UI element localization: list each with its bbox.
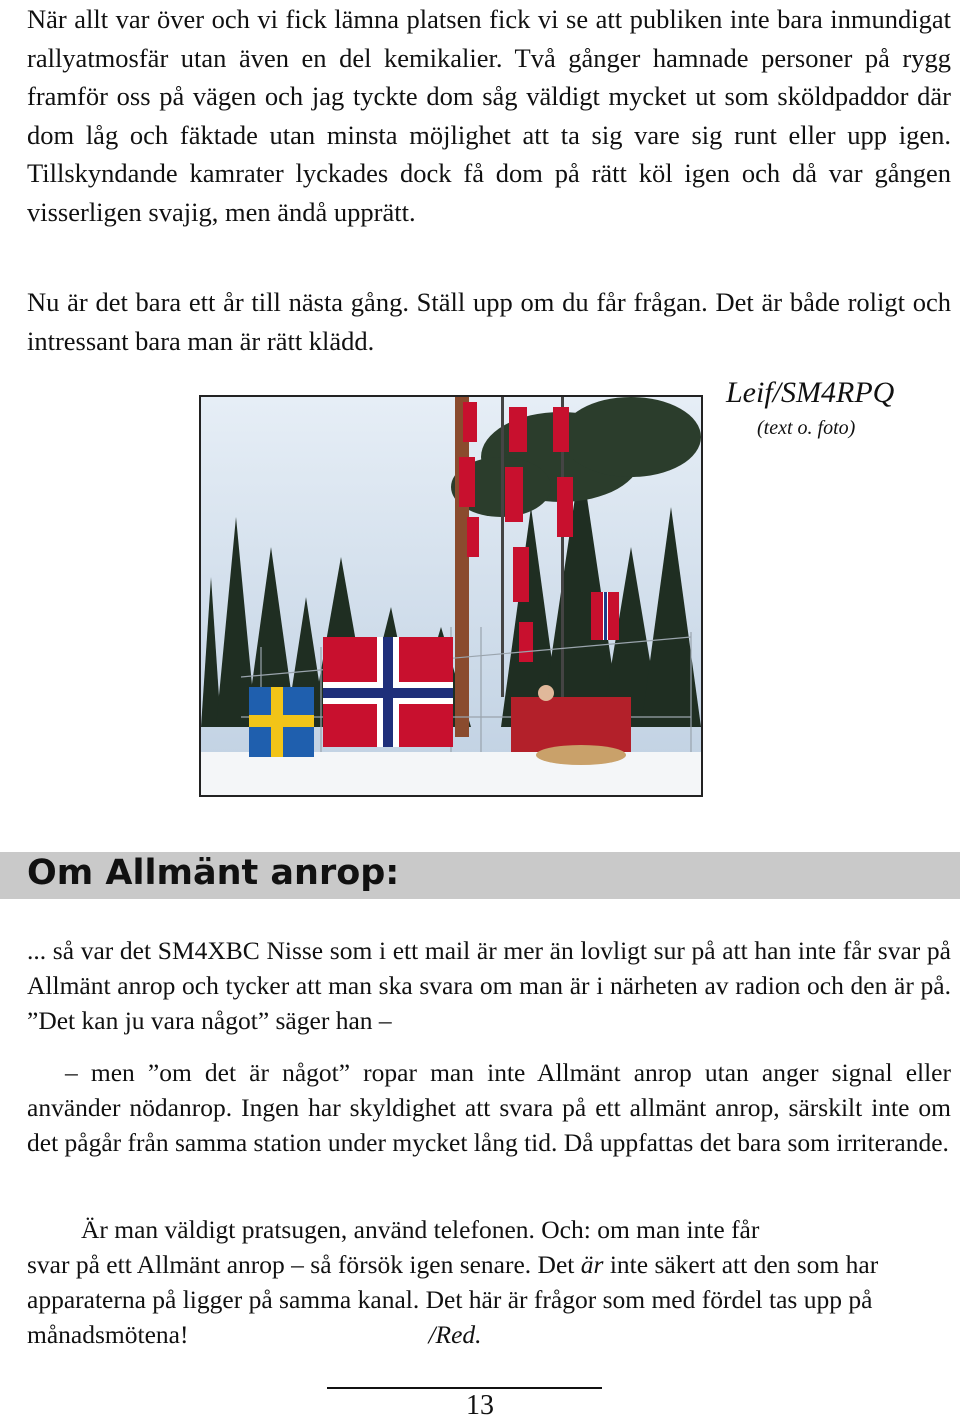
paragraph-pratsugen-part2: inte säkert att den som har apparaterna på ligger på samma kanal. Det här är frågor som med fördel tas upp på månadsmötena!	[27, 1250, 879, 1349]
paragraph-next-year: Nu är det bara ett år till nästa gång. Ställ upp om du får frågan. Det är både roligt och intressant bara man är rätt klädd.	[27, 287, 951, 356]
paragraph-pratsugen-first-line: Är man väldigt pratsugen, använd telefonen. Och: om man inte får	[81, 1215, 760, 1244]
paragraph-men-om-det: – men ”om det är något” ropar man inte Allmänt anrop utan anger signal eller använder nödanrop. Ingen har skyldighet att svara på ett allmänt anrop, särskilt inte om det pågår från samma station under mycket lång tid. Då uppfattas det bara som irriterande.	[27, 1058, 951, 1157]
footer-rule	[327, 1387, 602, 1389]
page-number: 13	[466, 1390, 494, 1421]
section-heading-allmant-anrop: Om Allmänt anrop:	[27, 853, 400, 893]
emphasis-ar: är	[580, 1250, 604, 1279]
editor-signature: /Red.	[428, 1320, 482, 1349]
paragraph-pratsugen	[27, 1212, 951, 1352]
flags-camp-photo-image	[201, 397, 701, 795]
paragraph-sm4xbc: ... så var det SM4XBC Nisse som i ett mail är mer än lovligt sur på att han inte får svar på Allmänt anrop och tycker att man ska svara om man är i närheten av radion och den är på. ”Det kan ju vara något” säger han –	[27, 936, 951, 1035]
paragraph-pratsugen-part1: svar på ett Allmänt anrop – så försök igen senare. Det	[27, 1250, 581, 1279]
paragraph-rally-crowd: När allt var över och vi fick lämna platsen fick vi se att publiken inte bara inmundigat rallyatmosfär utan även en del kemikalier. Två gånger hamnade personer på rygg framför oss på vägen och jag tyckte dom såg väldigt mycket ut som sköldpaddor där dom låg och fäktade utan minsta möjlighet att ta sig vare sig runt eller upp igen. Tillskyndande kamrater lyckades dock få dom på rätt köl igen och då var gången visserligen svajig, men ändå upprätt.	[27, 4, 951, 227]
rally-camp-photo	[199, 395, 703, 797]
author-signature-note: (text o. foto)	[757, 417, 856, 439]
author-signature: Leif/SM4RPQ	[726, 376, 895, 409]
